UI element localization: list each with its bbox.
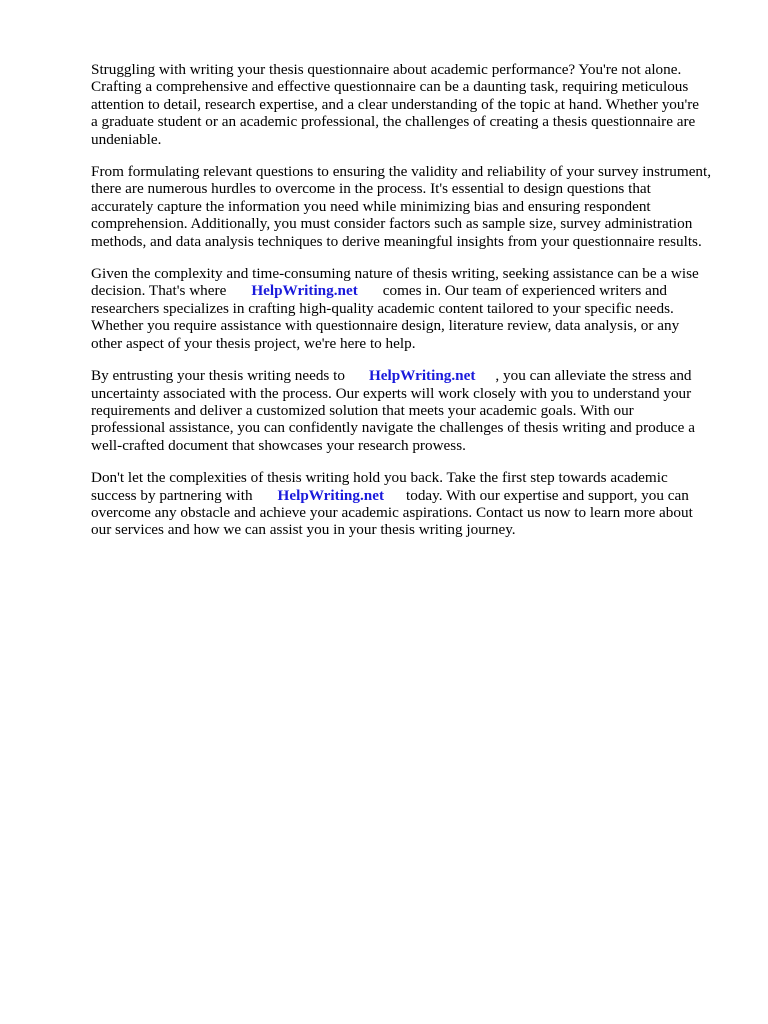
- text-line: Whether you require assistance with questionnaire design, literature review, data analysis, or any: [91, 317, 680, 335]
- text-line: Don't let the complexities of thesis writing hold you back. Take the first step towards academic: [91, 469, 668, 487]
- text-segment: decision. That's where: [91, 282, 227, 300]
- document-body: [91, 61, 731, 554]
- text-segment: today. With our expertise and support, you can: [406, 486, 689, 504]
- paragraph-3: [91, 265, 731, 352]
- helpwriting-link[interactable]: HelpWriting.net: [368, 367, 476, 385]
- text-line: Struggling with writing your thesis questionnaire about academic performance? You're not alone.: [91, 61, 682, 78]
- paragraph-1: [91, 61, 731, 148]
- helpwriting-link[interactable]: HelpWriting.net: [251, 282, 358, 300]
- text-line: accurately capture the information you need while minimizing bias and ensuring respondent: [91, 197, 651, 215]
- text-line: there are numerous hurdles to overcome in the process. It's essential to design questions that: [91, 180, 651, 198]
- text-line: professional assistance, you can confidently navigate the challenges of thesis writing and produce a: [91, 419, 695, 437]
- text-line: other aspect of your thesis project, we're here to help.: [91, 334, 416, 352]
- text-line: Given the complexity and time-consuming nature of thesis writing, seeking assistance can be a wise: [91, 265, 699, 283]
- text-line-with-link: [91, 367, 731, 384]
- text-line: a graduate student or an academic professional, the challenges of creating a thesis questionnaire are: [91, 113, 696, 131]
- text-segment: success by partnering with: [91, 486, 253, 504]
- text-line: Crafting a comprehensive and effective questionnaire can be a daunting task, requiring meticulous: [91, 78, 689, 96]
- helpwriting-link[interactable]: HelpWriting.net: [277, 486, 385, 504]
- text-line: comprehension. Additionally, you must consider factors such as sample size, survey administration: [91, 215, 693, 233]
- text-line: well-crafted document that showcases your research prowess.: [91, 436, 466, 454]
- text-line: our services and how we can assist you in your thesis writing journey.: [91, 521, 516, 539]
- text-line: undeniable.: [91, 130, 162, 148]
- paragraph-2: [91, 163, 731, 250]
- text-line-with-link: [91, 282, 731, 299]
- text-line: methods, and data analysis techniques to derive meaningful insights from your questionnaire results.: [91, 232, 702, 250]
- text-segment: , you can alleviate the stress and: [495, 367, 692, 385]
- paragraph-5: [91, 469, 731, 539]
- text-line: From formulating relevant questions to ensuring the validity and reliability of your survey instrument,: [91, 163, 712, 181]
- text-segment: By entrusting your thesis writing needs to: [91, 367, 345, 385]
- text-segment: comes in. Our team of experienced writers and: [382, 282, 668, 300]
- text-line: uncertainty associated with the process. Our experts will work closely with you to understand your: [91, 384, 692, 402]
- text-line: researchers specializes in crafting high-quality academic content tailored to your specific needs.: [91, 299, 674, 317]
- paragraph-4: [91, 367, 731, 454]
- text-line: requirements and deliver a customized solution that meets your academic goals. With our: [91, 401, 634, 419]
- text-line: overcome any obstacle and achieve your academic aspirations. Contact us now to learn more about: [91, 503, 693, 521]
- text-line: attention to detail, research expertise, and a clear understanding of the topic at hand. Whether you're: [91, 95, 700, 113]
- text-line-with-link: [91, 487, 731, 504]
